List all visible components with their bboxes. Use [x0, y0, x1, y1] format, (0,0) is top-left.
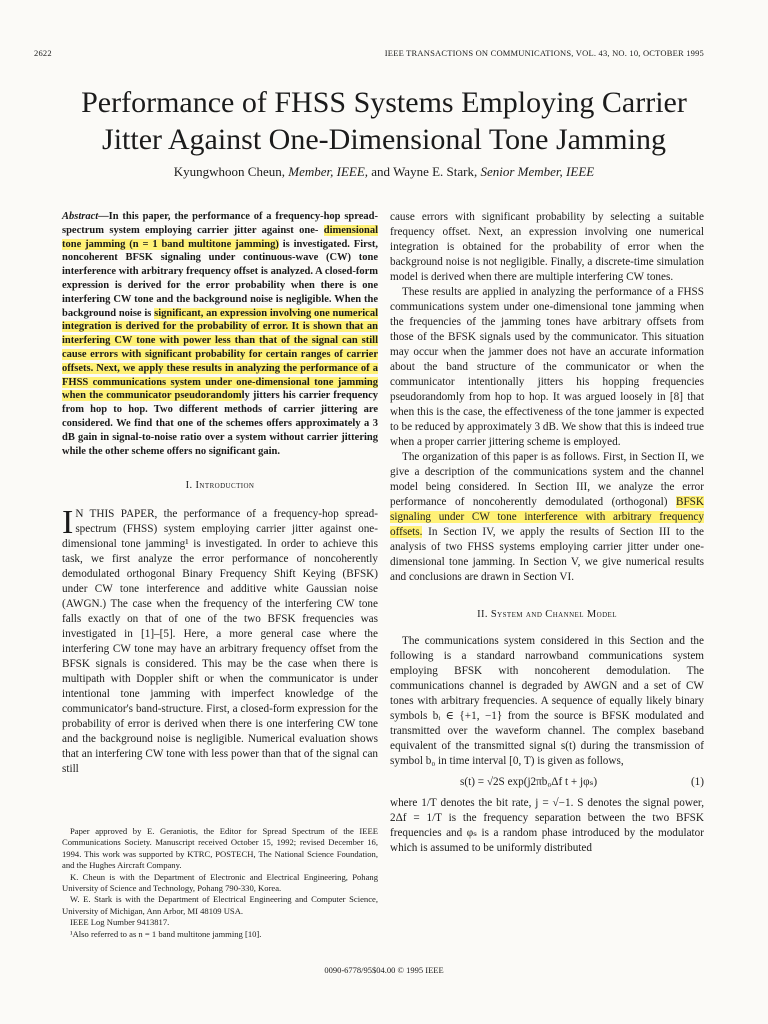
footnote-approval: Paper approved by E. Geraniotis, the Editor for Spread Spectrum of the IEEE Communications Society. Manuscript received October 15, 1992; revised December 16, 1994. This work was supported by KTRC, POSTECH, The National Science Foundation, and the Hughes Aircraft Company.	[62, 826, 378, 871]
right-paragraph-1: cause errors with significant probability by selecting a suitable frequency offset. Next, an expression involving one numerical integration is obtained for the probability of error when the background noise is not negligible. Finally, a discrete-time simulation model is derived when there are multiple interfering CW tones.	[390, 211, 704, 283]
footnote-log: IEEE Log Number 9413817.	[70, 917, 170, 928]
abstract	[62, 210, 378, 458]
equation-number: (1)	[690, 776, 704, 788]
abstract-highlight-1: dimensional tone jamming (n = 1 band multitone jamming)	[62, 224, 379, 250]
footnote-author-2: W. E. Stark is with the Department of Electrical Engineering and Computer Science, University of Michigan, Ann Arbor, MI 48109 USA.	[62, 894, 378, 916]
paragraph-3-text-b: In Section IV, we apply the results of Section III to the analysis of two FHSS systems employing carrier jitter under one-dimensional tone jamming. In Section V, we give numerical results and conclusions are drawn in Section VI.	[390, 526, 704, 583]
copyright-line: 0090-6778/95$04.00 © 1995 IEEE	[324, 965, 444, 975]
footnote-author-1: K. Cheun is with the Department of Electronic and Electrical Engineering, Pohang University of Science and Technology, Pohang 790-330, Korea.	[62, 871, 378, 894]
abstract-text-1: —In this paper, the performance of a frequency-hop spread-spectrum system employing carrier jitter against one-	[62, 211, 378, 236]
equation-1	[390, 769, 704, 796]
abstract-lead: Abstract	[62, 211, 99, 222]
author-2-role: Senior Member, IEEE	[480, 164, 595, 179]
abstract-text-2: is investigated. First, noncoherent BFSK signaling under continuous-wave (CW) tone interference with arbitrary frequency offset is analyzed. A closed-form expression is derived for the error probability when there is one interfering CW tone and the background noise is negligible. When the background noise is	[62, 238, 378, 319]
paragraph-3-highlight: BFSK signaling under CW tone interference with arbitrary frequency offsets.	[390, 496, 704, 538]
abstract-text-3: ly jitters his carrier frequency from hop to hop. Two different methods of carrier jittering are considered. We find that one of the schemes offers approximately a 3 dB gain in signal-to-noise ratio over a system without carrier jittering while the other scheme offers no significant gain.	[62, 390, 378, 457]
right-paragraph-2: These results are applied in analyzing the performance of a FHSS communications system under one-dimensional tone jamming when the frequencies of the jamming tones have arbitrary offsets from those of the BFSK signals used by the communicator. This situation may occur when the jammer does not have an accurate information about the band structure of the communicator or when the communicator intentionally jitters his hopping frequencies pseudorandomly from hop to hop. It was argued loosely in [8] that when this is the case, the effectiveness of the tone jammer is expected to be reduced by approximately 3 dB. We show that this is indeed true when a proper carrier jittering scheme is employed.	[390, 286, 704, 448]
author-line	[40, 164, 728, 180]
author-2: Wayne E. Stark,	[393, 164, 478, 179]
title-line-2: Jitter Against One-Dimensional Tone Jamming	[102, 123, 666, 156]
section-heading-system: II. System and Channel Model	[477, 609, 617, 620]
right-column	[390, 210, 704, 856]
author-conjunction: and	[371, 164, 391, 179]
right-paragraph-5: where 1/T denotes the bit rate, j = √−1. S denotes the signal power, 2Δf = 1/T is the frequency separation between the two BFSK frequencies and φₛ is a random phase introduced by the modulator which is assumed to be uniformly distributed	[390, 797, 704, 854]
author-1: Kyungwhoon Cheun,	[173, 164, 285, 179]
paragraph-3-text-a: The organization of this paper is as follows. First, in Section II, we give a description of the communications system and the channel model being considered. In Section III, we analyze the error performance of noncoherently demodulated (orthogonal)	[390, 451, 704, 508]
journal-line: IEEE TRANSACTIONS ON COMMUNICATIONS, VOL. 43, NO. 10, OCTOBER 1995	[384, 48, 704, 58]
abstract-highlight-2: significant, an expression involving one numerical integration is derived for the probability of error. It is shown that an interfering CW tone with power less than that of the signal can still cause errors with significant probability for certain ranges of carrier offsets. Next, we apply these results in analyzing the performance of a FHSS communications system under one-dimensional tone jamming when the communicator pseudorandom	[62, 307, 378, 402]
equation-body: s(t) = √2S exp(j2πb₀Δf t + jφₛ)	[460, 776, 598, 788]
left-column	[62, 210, 378, 777]
intro-text: N THIS PAPER, the performance of a frequency-hop spread-spectrum (FHSS) system employing carrier jitter against one-dimensional tone jamming¹ is investigated. In order to achieve this task, we first analyze the error performance of noncoherently demodulated orthogonal Binary Frequency Shift Keying (BFSK) under CW tone interference and additive white Gaussian noise (AWGN.) The case when the frequency of the interfering CW tone falls exactly on that of one of the two BFSK frequencies was investigated in [1]–[5]. Here, a more general case where the interfering CW tone may have an arbitrary frequency offset from the BFSK signals is considered. This may be the case when there is multipath with Doppler shift or when the communicator is under intentional tone jamming with imperfect knowledge of the communicator's band-structure. First, a closed-form expression for the probability of error is derived when there is one interfering CW tone and the background noise is negligible. Numerical evaluation shows that an interfering CW tone with less power than that of the signal can still	[62, 508, 378, 776]
footnotes	[62, 826, 378, 940]
page-number: 2622	[34, 48, 52, 58]
drop-cap: I	[62, 504, 74, 542]
intro-paragraph	[62, 504, 378, 777]
paper-title	[40, 84, 728, 158]
right-paragraph-3	[390, 450, 704, 585]
author-1-role: Member, IEEE,	[288, 164, 369, 179]
footnote-1: ¹Also referred to as n = 1 band multitone jamming [10].	[70, 928, 262, 939]
right-paragraph-4: The communications system considered in this Section and the following is a standard narrowband communications system employing BFSK with noncoherent demodulation. The communications channel is degraded by AWGN and a set of CW tones with arbitrary frequencies. A sequence of equally likely binary symbols bᵢ ∈ {+1, −1} from the source is BFSK modulated and transmitted over the waveform channel. The complex baseband equivalent of the transmitted signal s(t) during the transmission of symbol b₀ in time interval [0, T) is given as follows,	[390, 635, 704, 767]
title-line-1: Performance of FHSS Systems Employing Carrier	[81, 86, 687, 119]
section-heading-intro: I. Introduction	[185, 480, 255, 492]
